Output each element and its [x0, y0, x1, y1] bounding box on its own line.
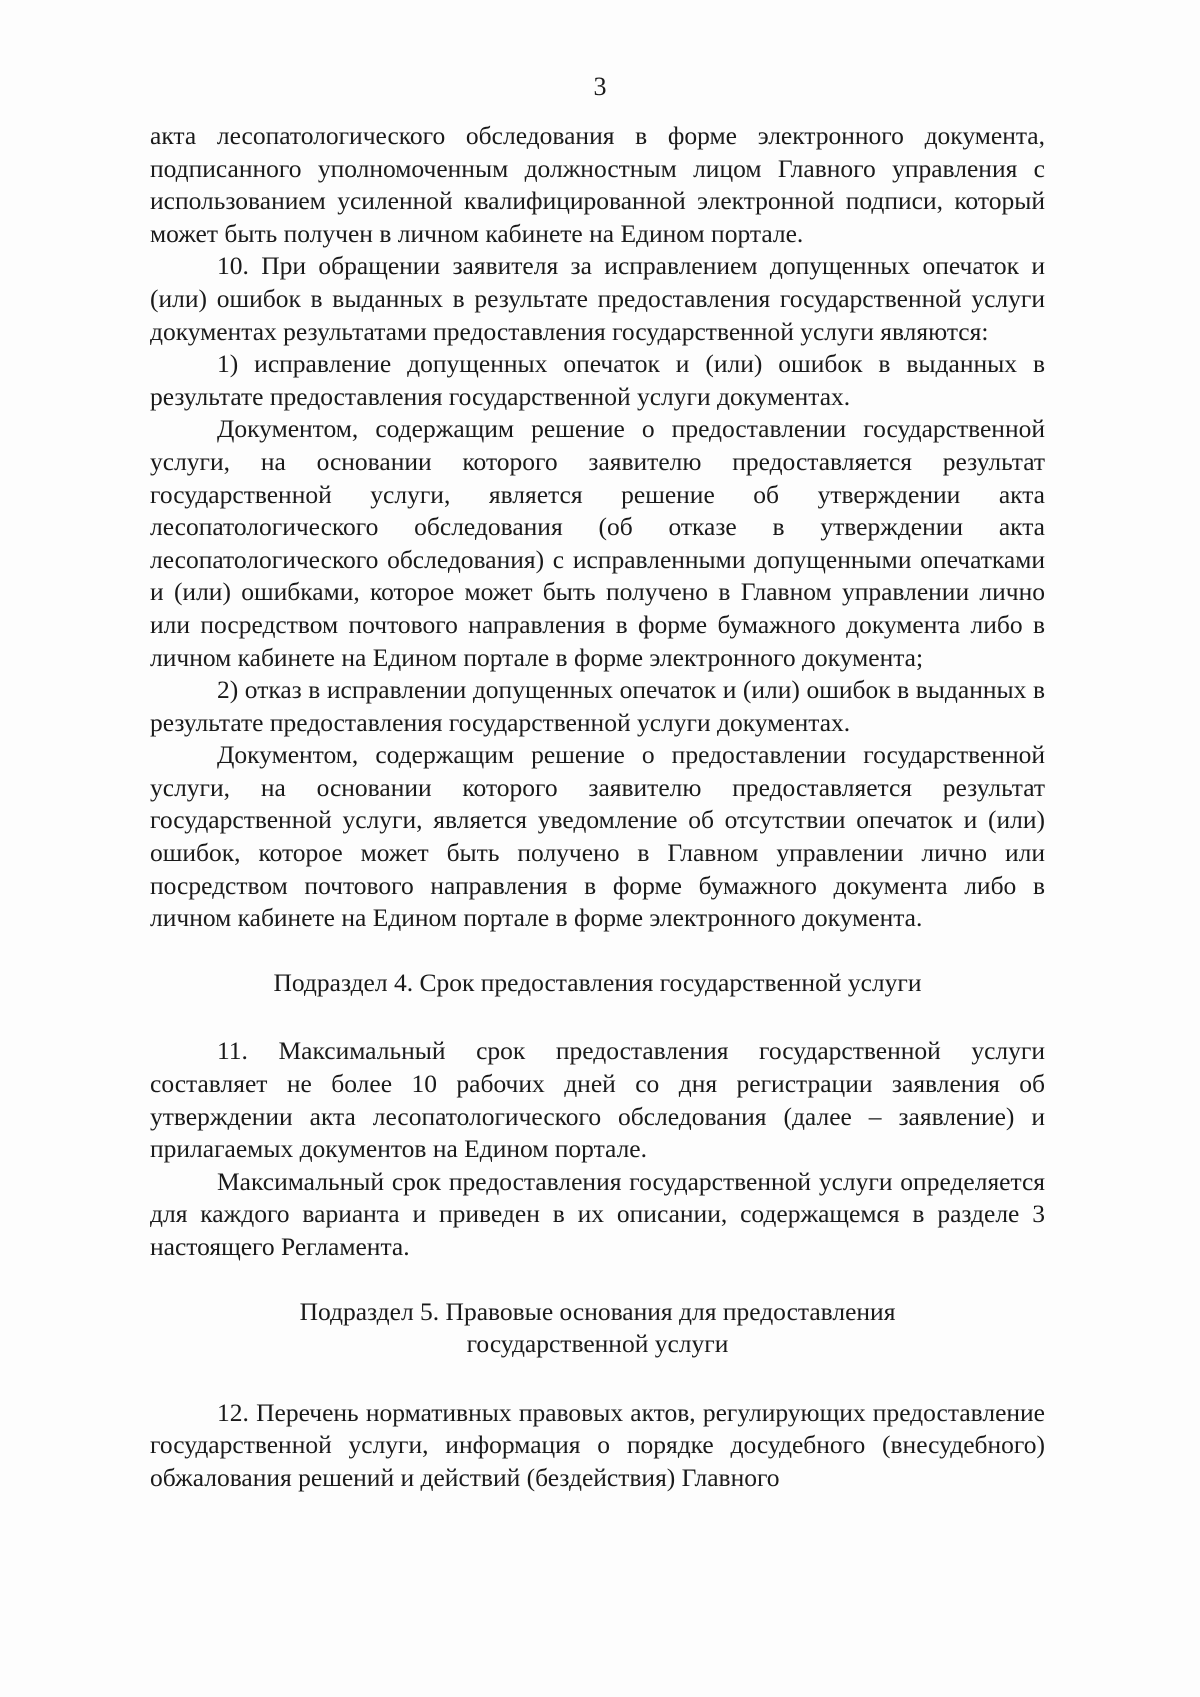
page-number: 3: [593, 72, 607, 101]
paragraph-item-12: 12. Перечень нормативных правовых актов, регулирующих предоставление государственной услуги, информация о порядке досудебного (внесудебного) обжалования решений и действий (бездействия) Главного: [150, 1397, 1045, 1492]
spacer: [150, 1264, 1045, 1296]
paragraph-item-11: 11. Максимальный срок предоставления государственной услуги составляет не более 10 рабочих дней со дня регистрации заявления об утверждении акта лесопатологического обследования (далее – заявление) и прилагаемых документов на Едином портале.: [150, 1036, 1045, 1164]
document-body: [150, 120, 1045, 1495]
subsection-4-heading: Подраздел 4. Срок предоставления государственной услуги: [273, 967, 922, 997]
spacer: [150, 1361, 1045, 1397]
paragraph-item-10: 10. При обращении заявителя за исправлением допущенных опечаток и (или) ошибок в выданных в результате предоставления государственной услуги документах результатами предоставления государственной услуги являются:: [150, 251, 1045, 346]
paragraph-max-term: Максимальный срок предоставления государственной услуги определяется для каждого варианта и приведен в их описании, содержащемся в разделе 3 настоящего Регламента.: [150, 1166, 1045, 1261]
subsection-5-heading-line2: государственной услуги: [466, 1329, 729, 1359]
paragraph-document-2: Документом, содержащим решение о предоставлении государственной услуги, на основании которого заявителю предоставляется результат государственной услуги, является уведомление об отсутствии опечаток и (или) ошибок, которое может быть получено в Главном управлении лично или посредством почтового направления в форме бумажного документа либо в личном кабинете на Едином портале в форме электронного документа.: [150, 740, 1045, 933]
paragraph-document-1: Документом, содержащим решение о предоставлении государственной услуги, на основании которого заявителю предоставляется результат государственной услуги, является решение об утверждении акта лесопатологического обследования (об отказе в утверждении акта лесопатологического обследования) с исправленными допущенными опечатками и (или) ошибками, которое может быть получено в Главном управлении лично или посредством почтового направления в форме бумажного документа либо в личном кабинете на Едином портале в форме электронного документа;: [150, 414, 1045, 672]
subsection-5-heading-line1: Подраздел 5. Правовые основания для предоставления: [299, 1296, 896, 1326]
paragraph-sub-2: 2) отказ в исправлении допущенных опечаток и (или) ошибок в выданных в результате предоставления государственной услуги документах.: [150, 675, 1045, 737]
spacer: [150, 935, 1045, 967]
paragraph-continuation: акта лесопатологического обследования в форме электронного документа, подписанного уполномоченным должностным лицом Главного управления с использованием усиленной квалифицированной электронной подписи, который может быть получен в личном кабинете на Едином портале.: [150, 121, 1045, 248]
spacer: [150, 999, 1045, 1035]
paragraph-sub-1: 1) исправление допущенных опечаток и (или) ошибок в выданных в результате предоставления государственной услуги документах.: [150, 349, 1045, 411]
